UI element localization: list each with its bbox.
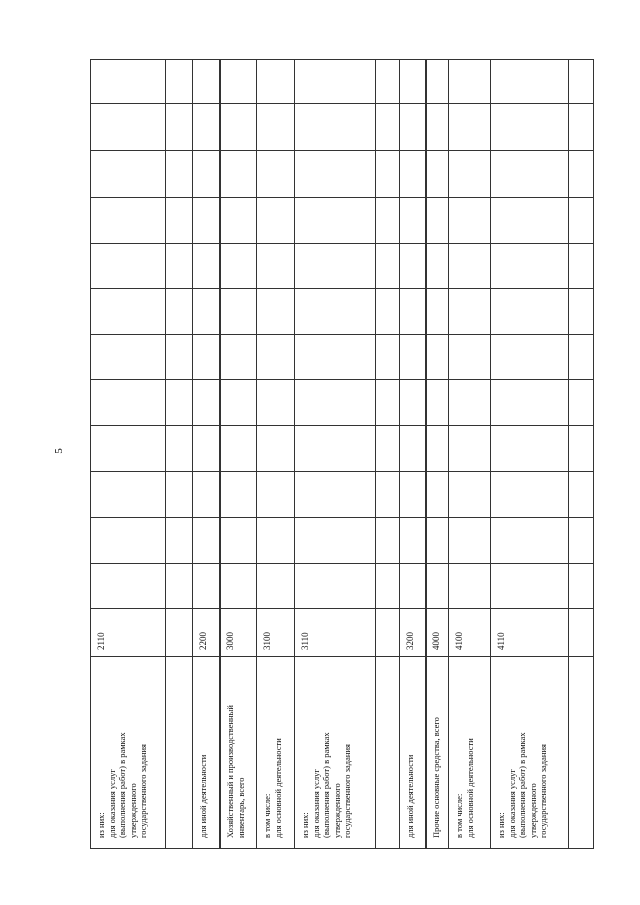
row-code: 3000: [225, 632, 235, 650]
row-label: [262, 738, 283, 838]
table-grid-line: [399, 59, 400, 849]
row-label: [431, 717, 442, 838]
row-label: [225, 705, 246, 838]
table-grid-line: [593, 59, 594, 849]
row-label-line: Прочие основные средства, всего: [431, 717, 441, 838]
table-grid-line: [219, 59, 221, 849]
table-grid-line: [448, 59, 449, 849]
row-label-line: в том числе:: [454, 793, 464, 838]
row-label-line: из них:: [96, 812, 106, 838]
row-label-line: государственного задания: [538, 744, 548, 838]
row-label-line: утвержденного: [127, 783, 138, 838]
row-label-line: (выполнения работ) в рамках: [117, 732, 127, 838]
row-label-line: для иной деятельности: [198, 754, 208, 838]
row-code: 4000: [431, 632, 441, 650]
row-label-line: для иной деятельности: [405, 754, 415, 838]
row-code: 3110: [300, 632, 310, 650]
row-label: [454, 738, 475, 838]
row-label-line: государственного задания: [138, 744, 148, 838]
row-label-line: государственного задания: [342, 744, 352, 838]
row-label-line: для оказания услуг: [106, 769, 117, 838]
row-code: 3100: [262, 632, 272, 650]
row-code: 2110: [96, 632, 106, 650]
row-label: [198, 755, 209, 838]
table-grid-line: [375, 59, 376, 849]
table-grid-line: [294, 59, 295, 849]
row-label-line: утвержденного: [331, 783, 342, 838]
table-grid-line: [568, 59, 569, 849]
row-label-line: для оказания услуг: [506, 769, 517, 838]
page-number: 5: [52, 448, 65, 454]
row-label-line: из них:: [300, 812, 310, 838]
table-grid-line: [165, 59, 166, 849]
row-code: 4110: [496, 632, 506, 650]
row-label: [496, 732, 549, 838]
row-label-line: утвержденного: [527, 783, 538, 838]
row-label-line: для оказания услуг: [310, 769, 321, 838]
row-label: [405, 755, 416, 838]
table-grid-line: [425, 59, 427, 849]
row-code: 4100: [454, 632, 464, 650]
row-label-line: для основной деятельности: [272, 738, 283, 838]
row-label-line: Хозяйственный и производственный: [225, 705, 235, 838]
row-label-line: для основной деятельности: [464, 738, 475, 838]
table-grid-line: [192, 59, 193, 849]
table-grid-line: [90, 59, 91, 849]
row-label: [96, 732, 149, 838]
table-grid-line: [490, 59, 491, 849]
row-label-line: (выполнения работ) в рамках: [517, 732, 527, 838]
row-label: [300, 732, 353, 838]
table-grid-line: [256, 59, 257, 849]
row-label-line: из них:: [496, 812, 506, 838]
row-label-line: (выполнения работ) в рамках: [321, 732, 331, 838]
row-code: 2200: [198, 632, 208, 650]
row-label-line: в том числе:: [262, 793, 272, 838]
row-code: 3200: [405, 632, 415, 650]
row-label-line: инвентарь, всего: [235, 777, 246, 838]
